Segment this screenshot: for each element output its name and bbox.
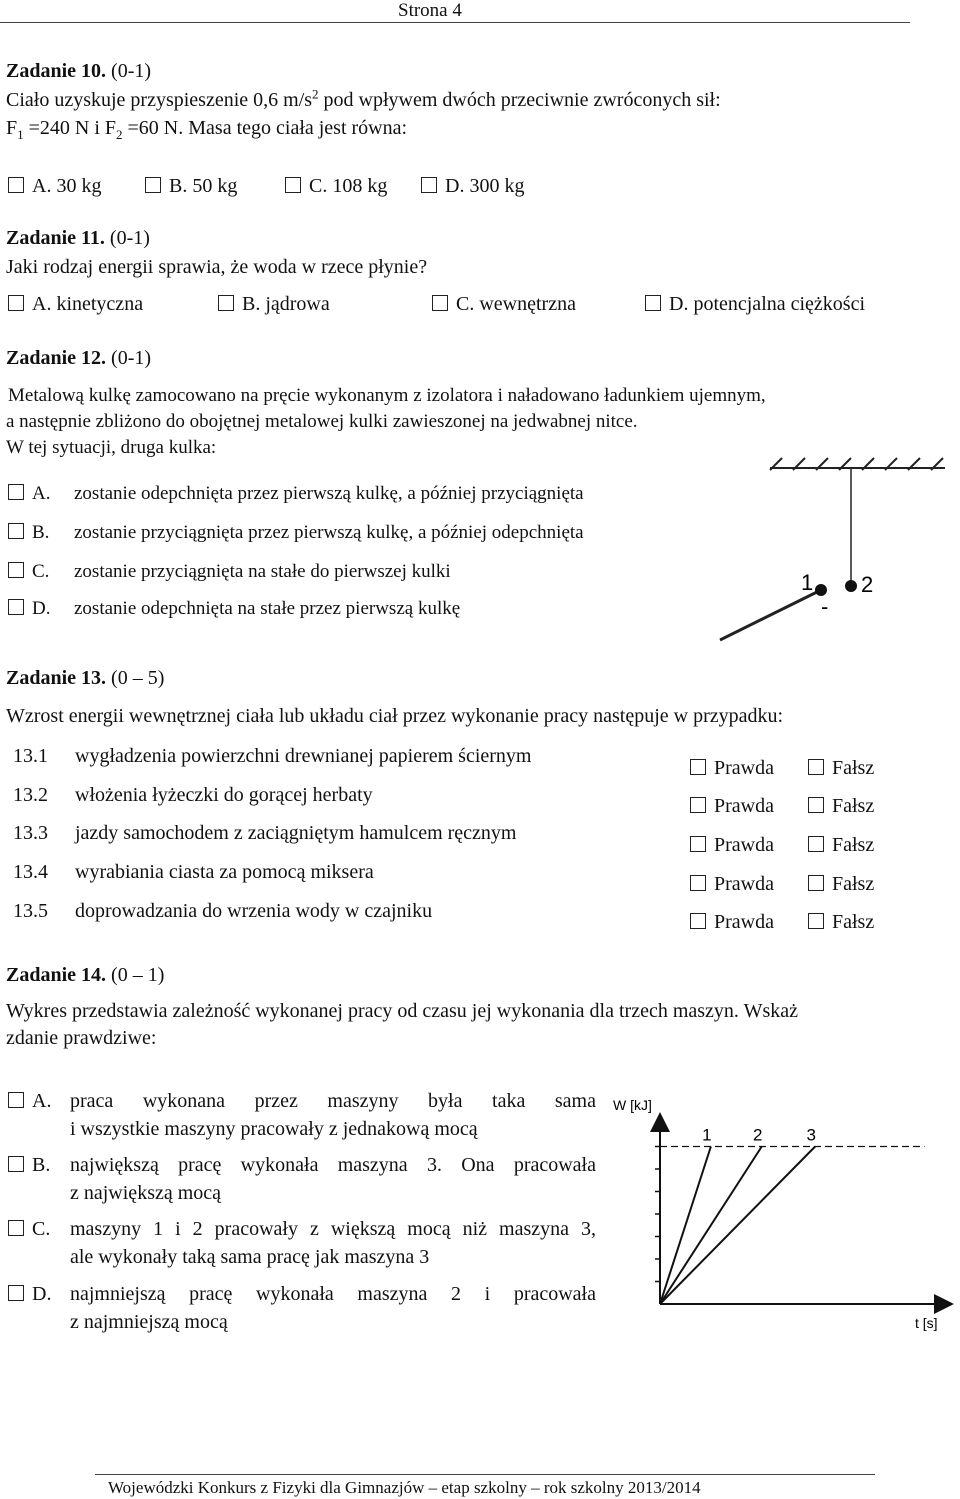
false-label: Fałsz xyxy=(832,795,875,817)
option-14-c[interactable] xyxy=(8,1218,50,1241)
true-option[interactable] xyxy=(690,911,774,934)
checkbox[interactable] xyxy=(690,875,706,891)
checkbox[interactable] xyxy=(808,797,824,813)
option-12b[interactable] xyxy=(8,522,584,544)
checkbox[interactable] xyxy=(285,177,301,193)
task-10-line1 xyxy=(6,86,721,112)
option-label: zostanie odepchnięta na stałe przez pierwszą kulkę xyxy=(74,598,461,619)
option-14-b[interactable] xyxy=(8,1154,50,1177)
task-12-line3: W tej sytuacji, druga kulka: xyxy=(6,437,217,458)
text-fragment: =240 N i F xyxy=(23,117,117,139)
option-label: C. 108 kg xyxy=(309,175,388,197)
task-points: (0 – 5) xyxy=(111,667,165,689)
text-fragment: =60 N. Masa tego ciała jest równa: xyxy=(122,117,408,139)
checkbox[interactable] xyxy=(690,759,706,775)
option-letter: A. xyxy=(32,1090,52,1112)
false-label: Fałsz xyxy=(832,873,875,895)
text-fragment: pod wpływem dwóch przeciwnie zwróconych sił: xyxy=(318,89,721,111)
false-option[interactable] xyxy=(808,834,874,857)
y-axis-label: W [kJ] xyxy=(613,1097,652,1113)
statement-number: 13.5 xyxy=(13,900,48,922)
option-label: C. wewnętrzna xyxy=(456,293,576,315)
ball-2 xyxy=(845,580,857,592)
option-letter: B. xyxy=(32,522,50,543)
checkbox[interactable] xyxy=(8,295,24,311)
true-option[interactable] xyxy=(690,795,774,818)
series-line-3 xyxy=(660,1147,815,1305)
task-points: (0-1) xyxy=(111,347,152,369)
option-10a[interactable] xyxy=(8,175,101,198)
true-label: Prawda xyxy=(714,834,774,856)
statement-number: 13.1 xyxy=(13,745,48,767)
false-label: Fałsz xyxy=(832,911,875,933)
statement-text: jazdy samochodem z zaciągniętym hamulcem ręcznym xyxy=(75,822,517,844)
text-fragment: Ciało uzyskuje przyspieszenie 0,6 m/s xyxy=(6,89,313,111)
task-14-heading xyxy=(6,964,164,987)
checkbox[interactable] xyxy=(690,797,706,813)
option-letter: C. xyxy=(32,561,50,582)
option-11c[interactable] xyxy=(432,293,576,316)
page-number: Strona 4 xyxy=(398,0,462,21)
option-letter: C. xyxy=(32,1218,51,1240)
statement-text: włożenia łyżeczki do gorącej herbaty xyxy=(75,784,373,806)
checkbox[interactable] xyxy=(8,1092,24,1108)
footer-text: Wojewódzki Konkurs z Fizyki dla Gimnazjów – etap szkolny – rok szkolny 2013/2014 xyxy=(108,1478,701,1497)
statement-number: 13.4 xyxy=(13,861,48,883)
series-line-2 xyxy=(660,1147,762,1305)
checkbox[interactable] xyxy=(690,913,706,929)
task-12-heading xyxy=(6,347,151,370)
checkbox[interactable] xyxy=(8,484,24,500)
task-12-line2: a następnie zbliżono do obojętnej metalowej kulki zawieszonej na jedwabnej nitce. xyxy=(6,411,638,432)
option-label: A. kinetyczna xyxy=(32,293,144,315)
text-fragment: F xyxy=(6,117,18,139)
task-11-heading xyxy=(6,227,150,250)
series-label-2: 2 xyxy=(753,1125,763,1145)
checkbox[interactable] xyxy=(8,1285,24,1301)
task-points: (0-1) xyxy=(111,60,152,82)
option-12c[interactable] xyxy=(8,561,451,583)
task-14-line2: zdanie prawdziwe: xyxy=(6,1027,157,1049)
task-title: Zadanie 13. xyxy=(6,667,107,689)
checkbox[interactable] xyxy=(808,913,824,929)
option-text-line1: największą pracę wykonała maszyna 3. Ona pracowała xyxy=(70,1154,596,1176)
option-14-d[interactable] xyxy=(8,1283,51,1306)
checkbox[interactable] xyxy=(8,177,24,193)
option-label: zostanie przyciągnięta na stałe do pierwszej kulki xyxy=(74,561,451,582)
statement-number: 13.3 xyxy=(13,822,48,844)
option-text-line1: praca wykonana przez maszyny była taka sama xyxy=(70,1090,596,1112)
true-label: Prawda xyxy=(714,795,774,817)
checkbox[interactable] xyxy=(808,759,824,775)
task-12-line1: Metalową kulkę zamocowano na pręcie wykonanym z izolatora i naładowano ładunkiem ujemnym, xyxy=(8,385,766,406)
checkbox[interactable] xyxy=(808,875,824,891)
option-10c[interactable] xyxy=(285,175,387,198)
option-text-line1: maszyny 1 i 2 pracowały z większą mocą niż maszyna 3, xyxy=(70,1218,596,1240)
electrostatic-diagram xyxy=(715,450,955,650)
option-11b[interactable] xyxy=(218,293,330,316)
option-text-line2: z najmniejszą mocą xyxy=(70,1311,228,1333)
subscript: 1 xyxy=(17,127,24,142)
task-points: (0-1) xyxy=(109,227,150,249)
statement-text: wyrabiania ciasta za pomocą miksera xyxy=(75,861,374,883)
superscript: 2 xyxy=(312,86,319,102)
statement-text: wygładzenia powierzchni drewnianej papierem ściernym xyxy=(75,745,532,767)
task-title: Zadanie 11. xyxy=(6,227,105,249)
ball-2-label: 2 xyxy=(861,572,874,597)
false-label: Fałsz xyxy=(832,834,875,856)
true-option[interactable] xyxy=(690,757,774,780)
task-title: Zadanie 10. xyxy=(6,60,107,82)
option-label: zostanie odepchnięta przez pierwszą kulkę, a później przyciągnięta xyxy=(74,483,584,504)
checkbox[interactable] xyxy=(690,836,706,852)
checkbox[interactable] xyxy=(8,1220,24,1236)
checkbox[interactable] xyxy=(8,523,24,539)
option-label: D. 300 kg xyxy=(445,175,525,197)
checkbox[interactable] xyxy=(8,1156,24,1172)
checkbox[interactable] xyxy=(645,295,661,311)
series-line-1 xyxy=(660,1147,711,1305)
option-11a[interactable] xyxy=(8,293,143,316)
task-10-line2 xyxy=(6,117,407,140)
true-label: Prawda xyxy=(714,911,774,933)
option-text-line1: najmniejszą pracę wykonała maszyna 2 i pracowała xyxy=(70,1283,596,1305)
option-text-line2: z największą mocą xyxy=(70,1182,222,1204)
task-title: Zadanie 14. xyxy=(6,964,107,986)
insulator-rod xyxy=(720,591,819,640)
checkbox[interactable] xyxy=(808,836,824,852)
option-label: A. 30 kg xyxy=(32,175,102,197)
option-label: B. jądrowa xyxy=(242,293,330,315)
option-letter: A. xyxy=(32,483,51,504)
series-label-1: 1 xyxy=(702,1125,712,1145)
option-label: D. potencjalna ciężkości xyxy=(669,293,866,315)
checkbox[interactable] xyxy=(8,562,24,578)
series-label-3: 3 xyxy=(806,1125,816,1145)
task-14-line1: Wykres przedstawia zależność wykonanej pracy od czasu jej wykonania dla trzech maszyn. Wskaż xyxy=(6,1000,798,1022)
subscript: 2 xyxy=(116,127,123,142)
work-time-chart xyxy=(600,1090,955,1340)
option-10b[interactable] xyxy=(145,175,237,198)
task-11-question: Jaki rodzaj energii sprawia, że woda w rzece płynie? xyxy=(6,256,428,278)
checkbox[interactable] xyxy=(145,177,161,193)
task-10-heading xyxy=(6,60,151,83)
option-letter: D. xyxy=(32,598,51,619)
checkbox[interactable] xyxy=(432,295,448,311)
false-label: Fałsz xyxy=(832,757,875,779)
checkbox[interactable] xyxy=(218,295,234,311)
false-option[interactable] xyxy=(808,757,874,780)
charge-sign: - xyxy=(821,594,829,619)
option-letter: B. xyxy=(32,1154,51,1176)
option-text-line2: i wszystkie maszyny pracowały z jednakową mocą xyxy=(70,1118,478,1140)
option-11d[interactable] xyxy=(645,293,865,316)
checkbox[interactable] xyxy=(8,599,24,615)
false-option[interactable] xyxy=(808,873,874,896)
task-points: (0 – 1) xyxy=(111,964,165,986)
x-axis-label: t [s] xyxy=(915,1315,938,1331)
false-option[interactable] xyxy=(808,911,874,934)
true-label: Prawda xyxy=(714,873,774,895)
option-14-a[interactable] xyxy=(8,1090,51,1113)
footer-divider xyxy=(95,1474,875,1475)
true-option[interactable] xyxy=(690,834,774,857)
option-text-line2: ale wykonały taką sama pracę jak maszyna 3 xyxy=(70,1246,430,1268)
header-divider xyxy=(0,22,910,23)
task-13-question: Wzrost energii wewnętrznej ciała lub układu ciał przez wykonanie pracy następuje w przypadku: xyxy=(6,705,784,727)
option-12d[interactable] xyxy=(8,598,461,620)
false-option[interactable] xyxy=(808,795,874,818)
task-13-heading xyxy=(6,667,164,690)
option-label: zostanie przyciągnięta przez pierwszą kulkę, a później odepchnięta xyxy=(74,522,584,543)
statement-text: doprowadzania do wrzenia wody w czajniku xyxy=(75,900,433,922)
option-10d[interactable] xyxy=(421,175,524,198)
option-label: B. 50 kg xyxy=(169,175,238,197)
task-title: Zadanie 12. xyxy=(6,347,107,369)
option-letter: D. xyxy=(32,1283,52,1305)
statement-number: 13.2 xyxy=(13,784,48,806)
true-option[interactable] xyxy=(690,873,774,896)
checkbox[interactable] xyxy=(421,177,437,193)
option-12a[interactable] xyxy=(8,483,584,505)
true-label: Prawda xyxy=(714,757,774,779)
ball-1-label: 1 xyxy=(801,570,814,595)
